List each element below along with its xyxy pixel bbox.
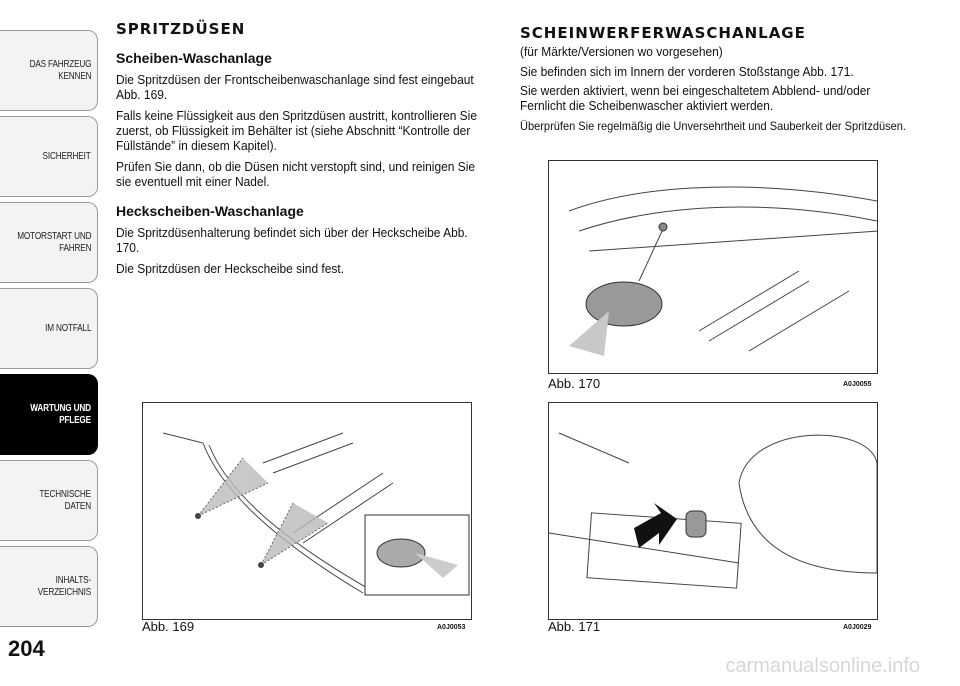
availability-note: (für Märkte/Versionen wo vorgesehen) [520, 44, 723, 59]
sidebar-tab-label: WARTUNG UND PFLEGE [30, 402, 91, 426]
sidebar-tab-technische-daten[interactable] [0, 460, 98, 541]
figure-171-code: A0J0029 [843, 624, 872, 631]
watermark: carmanualsonline.info [725, 655, 920, 677]
sidebar-tab-wartung-und-pflege[interactable] [0, 374, 98, 455]
subheading-heckscheiben-waschanlage: Heckscheiben-Waschanlage [116, 203, 304, 219]
sidebar-tab-label: IM NOTFALL [44, 322, 91, 334]
sidebar-tab-label: SICHERHEIT [42, 150, 91, 162]
sidebar-tab-label: INHALTS- VERZEICHNIS [37, 574, 91, 598]
sidebar-tab-label: MOTORSTART UND FAHREN [16, 230, 91, 254]
sidebar-tab-label: TECHNISCHE DATEN [39, 488, 91, 512]
sidebar-tab-das-fahrzeug-kennen[interactable] [0, 30, 98, 111]
paragraph: Überprüfen Sie regelmäßig die Unversehrtheit und Sauberkeit der Spritzdüsen. [520, 119, 906, 133]
paragraph: Falls keine Flüssigkeit aus den Spritzdüsen austritt, kontrollieren Sie zuerst, ob Flüssigkeit im Behälter ist (siehe Abschnitt “Kontrolle der Füllstände” in diesem Kapitel). [116, 108, 477, 153]
headlamp-washer-illustration [549, 403, 877, 619]
sidebar-tab-inhaltsverzeichnis[interactable] [0, 546, 98, 627]
paragraph: Prüfen Sie dann, ob die Düsen nicht verstopft sind, und reinigen Sie sie eventuell mit einer Nadel. [116, 159, 476, 189]
left-column [116, 20, 501, 276]
paragraph: Die Spritzdüsen der Heckscheibe sind fest. [116, 261, 345, 276]
figure-170-caption: Abb. 170 [548, 376, 601, 391]
paragraph: Die Spritzdüsenhalterung befindet sich über der Heckscheibe Abb. 170. [116, 225, 468, 255]
figure-169 [142, 402, 472, 620]
paragraph: Die Spritzdüsen der Frontscheibenwaschanlage sind fest eingebaut Abb. 169. [116, 72, 474, 102]
paragraph: Sie werden aktiviert, wenn bei eingeschaltetem Abblend- und/oder Fernlicht die Scheibenwascher aktiviert werden. [520, 83, 871, 113]
windshield-nozzle-illustration [143, 403, 471, 619]
right-column [520, 24, 930, 134]
sidebar-tab-sicherheit[interactable] [0, 116, 98, 197]
figure-171-caption: Abb. 171 [548, 619, 601, 634]
figure-169-caption: Abb. 169 [142, 619, 195, 634]
figure-171 [548, 402, 878, 620]
figure-169-code: A0J0053 [437, 624, 466, 631]
paragraph: Sie befinden sich im Innern der vorderen Stoßstange Abb. 171. [520, 64, 854, 79]
subheading-scheiben-waschanlage: Scheiben-Waschanlage [116, 50, 272, 66]
sidebar-tab-im-notfall[interactable] [0, 288, 98, 369]
rear-nozzle-illustration [549, 161, 877, 373]
page-number: 204 [8, 636, 45, 661]
section-title-scheinwerferwaschanlage: SCHEINWERFERWASCHANLAGE [520, 24, 806, 42]
sidebar-tab-motorstart[interactable] [0, 202, 98, 283]
figure-170 [548, 160, 878, 374]
figure-170-code: A0J0055 [843, 381, 872, 388]
section-title-spritzduesen: SPRITZDÜSEN [116, 20, 246, 38]
sidebar-tab-label: DAS FAHRZEUG KENNEN [29, 58, 91, 82]
